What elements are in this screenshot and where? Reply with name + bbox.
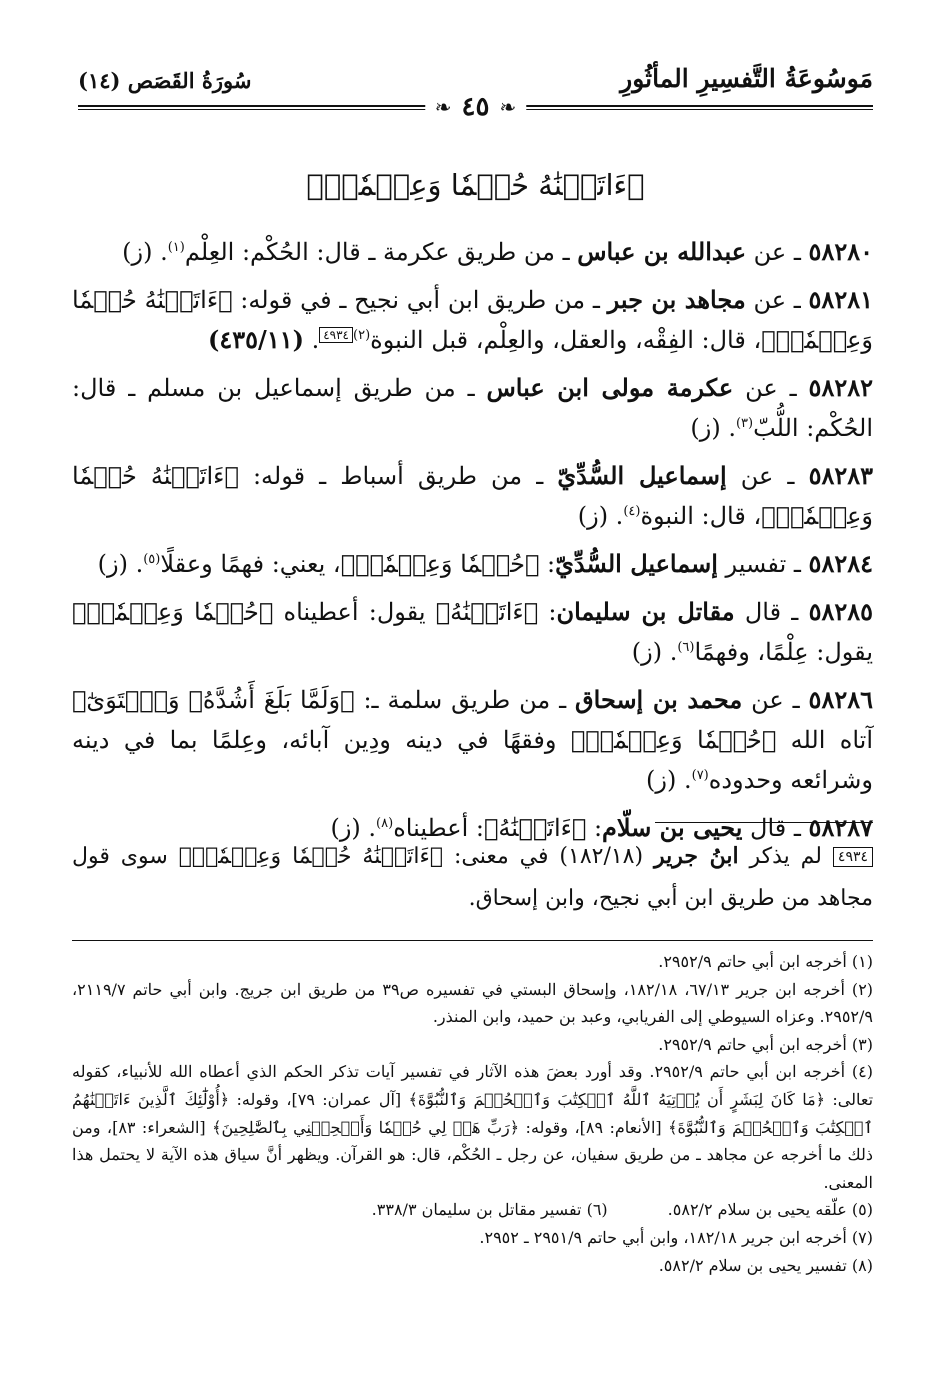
comment-separator [655,822,873,823]
page-header [78,62,873,122]
footnote-ref: (٨) [376,816,394,831]
narration-text: آتاه الله [776,726,873,754]
narration-text: ـ عن [742,686,809,714]
quran-verse: ﴿مَا كَانَ لِبَشَرٍ أَن يُؤۡتِيَهُ ٱللَّهُ ٱلۡكِتَٰبَ وَٱلۡحُكۡمَ وَٱلنُّبُوَّةَ﴾ [408,1089,826,1109]
comment-ref-box: ٤٩٣٤ [319,327,353,343]
footnotes [72,948,873,1279]
narration-text: ـ قال [734,598,809,626]
narration-text: : [538,598,557,626]
footnote: (١) أخرجه ابن أبي حاتم ٢٩٥٢/٩. [658,952,873,971]
narration-number: ٥٨٢٨٦ [808,685,873,714]
narrator-name: مقاتل بن سليمان [556,597,735,626]
narration-text: : [586,814,603,842]
narration-text: : أعطيناه [393,814,484,842]
narration-entry [72,232,873,272]
quran-verse: ﴿ءَاتَيۡنَٰهُ﴾ [435,598,539,626]
footnote-text: (٤) أخرجه ابن أبي حاتم ٢٩٥٢/٩. وقد أورد بعضَ هذه الآثار في تفسير آيات تذكر الحكم الذي أعطاه الله للأنبياء، كقوله تعالى: [72,1062,874,1109]
narration-number: ٥٨٢٨١ [808,285,873,314]
commentary-text: لم يذكر [738,844,833,869]
narration-text: ـ من طريق عكرمة ـ قال: الحُكْم: العِلْم [184,238,578,266]
quran-verse: ﴿رَبِّ هَبۡ لِي حُكۡمٗا وَأَلۡحِقۡنِي بِٱلصَّٰلِحِينَ﴾ [212,1117,520,1137]
narration-text: . [303,326,320,354]
narration-number: ٥٨٢٨٢ [808,373,873,402]
footnote: (٦) تفسير مقاتل بن سليمان ٣٣٨/٣. [371,1200,608,1220]
narration-number: ٥٨٢٨٤ [808,549,873,578]
narration-number: ٥٨٢٨٠ [808,237,873,266]
narration-entry [72,680,873,800]
narration-text: ـ عن [746,238,809,266]
quran-verse: ﴿حُكۡمٗا وَعِلۡمٗاۚ﴾ [340,550,540,578]
narration-text: يقول: عِلْمًا، وفهمًا [694,638,873,666]
narration-text: ، قال: الفِقْه، والعقل، والعِلْم، قبل النبوة [370,326,762,354]
narration-text: ـ من طريق ابن أبي نجيح ـ في قوله: [232,286,608,314]
book-title: مَوسُوعَةُ التَّفسِيرِ المأثُورِ [620,64,873,93]
section-heading: ﴿ءَاتَيۡنَٰهُ حُكۡمٗا وَعِلۡمٗاۚ﴾ [306,168,645,202]
commentator-name: ابنُ جرير [654,843,739,869]
footnote: (٣) أخرجه ابن أبي حاتم ٢٩٥٢/٩. [658,1034,873,1054]
quran-verse: ﴿وَلَمَّا بَلَغَ أَشُدَّهُۥ وَٱسۡتَوَىٰٓ﴾ [72,686,355,714]
narration-entry [72,456,873,536]
narrator-name: محمد بن إسحاق [575,685,743,714]
narration-number: ٥٨٢٨٥ [808,597,874,626]
narration-entry [72,544,873,584]
narrator-name: مجاهد بن جبر [607,285,746,314]
narration-text: . (ز) [330,814,377,842]
narration-text: ـ تفسير [717,550,809,578]
narration-text: ، قال: النبوة [640,502,762,530]
narration-text: . (ز) [646,766,692,794]
footnote-text: [آل عمران: ٧٩]، وقوله: [229,1089,409,1109]
quran-verse: ﴿أُوْلَٰٓئِكَ ٱلَّذِينَ ءَاتَيۡنَٰهُمُ ٱلۡكِتَٰبَ وَٱلۡحُكۡمَ وَٱلنُّبُوَّةَ﴾ [72,1089,874,1137]
footnote-ref: (٦) [677,640,695,655]
ornament-right-icon: ❧ [499,95,517,119]
narration-number: ٥٨٢٨٣ [808,461,874,490]
ornament-left-icon: ❧ [434,95,452,119]
narrator-name: عكرمة مولى ابن عباس [486,373,734,402]
footnote-ref: (٤) [623,504,641,519]
quran-verse: ﴿ءَاتَيۡنَٰهُ حُكۡمٗا وَعِلۡمٗاۚ﴾ [72,286,873,354]
footnote [72,1058,873,1196]
narration-text: : [539,550,556,578]
footnote-ref: (٥) [143,552,161,567]
quran-verse: ﴿ءَاتَيۡنَٰهُ حُكۡمٗا وَعِلۡمٗاۚ﴾ [72,462,873,530]
narration-text: يقول: أعطيناه [273,598,436,626]
footnote-separator [72,940,873,941]
footnote: (٧) أخرجه ابن جرير ١٨٢/١٨، وابن أبي حاتم ٢٩٥١/٩ ـ ٢٩٥٢. [479,1227,873,1247]
narrator-name: إسماعيل السُّدِّيّ [555,549,718,578]
quran-verse: ﴿حُكۡمٗا وَعِلۡمٗاۚ﴾ [570,726,777,754]
narration-entry [72,280,873,360]
narration-entry [72,368,873,448]
narration-text: ـ من طريق إسماعيل بن مسلم ـ قال: الحُكْم: اللُّبّ [72,374,873,442]
surah-name: سُورَةُ القَصَص (١٤) [78,68,252,93]
narration-entry [72,592,873,672]
narration-text: . (ز) [631,638,678,666]
page-number-block [425,92,526,122]
narration-text: . (ز) [690,414,736,442]
comment-number-box: ٤٩٣٤ [833,847,873,867]
narration-text: ـ من طريق سلمة ـ: [354,686,576,714]
footnote-ref: (١) [167,240,185,255]
footnote-text: [الشعراء: ٨٣]، ومن ذلك ما أخرجه عن مجاهد ـ من طريق سفيان، عن رجل ـ الحُكْم، قال: هو القرآن. ويظهر أنَّ سياق هذه الآية لا يحتمل هذا المعنى. [72,1117,873,1192]
commentary-block [72,835,873,920]
narrator-name: إسماعيل السُّدِّيّ [557,461,727,490]
page-number: ٤٥ [461,92,490,122]
narration-text: ـ من طريق أسباط ـ قوله: [238,462,558,490]
quran-verse: ﴿حُكۡمٗا وَعِلۡمٗاۚ﴾ [72,598,274,626]
narration-text: ـ عن [733,374,809,402]
quran-verse: ﴿ءَاتَيۡنَٰهُ حُكۡمٗا وَعِلۡمٗاۚ﴾ [178,844,444,869]
footnote-row [72,1196,873,1224]
narrator-name: يحيى بن سلّام [602,813,743,842]
source-ref: (٤٣٥/١١) [208,325,304,354]
footnote-text: [الأنعام: ٨٩]، وقوله: [519,1117,669,1137]
footnote: (٥) علّقه يحيى بن سلام ٥٨٢/٢. [667,1200,873,1220]
narration-text: ، يعني: فهمًا وعقلًا [160,550,341,578]
narration-text: ـ قال [742,814,809,842]
narration-text: . (ز) [577,502,624,530]
footnote-ref: (٢) [353,328,371,343]
narration-text: وفقهًا في دينه ودِين آبائه، وعِلمًا بما في دينه وشرائعه وحدوده [72,726,873,794]
narration-text: . (ز) [122,238,168,266]
footnote-ref: (٧) [691,768,709,783]
footnote-ref: (٣) [735,416,754,431]
narration-text: ـ عن [745,286,809,314]
footnote: (٨) تفسير يحيى بن سلام ٥٨٢/٢. [658,1255,873,1275]
quran-verse: ﴿ءَاتَيۡنَٰهُ﴾ [483,814,587,842]
commentary-text: سوى قول مجاهد من طريق ابن أبي نجيح، وابن إسحاق. [72,844,873,911]
commentary-text: (١٨٢/١٨) في معنى: [443,844,654,869]
narration-number: ٥٨٢٨٧ [808,813,873,842]
narration-text: ـ عن [726,462,809,490]
narrator-name: عبدالله بن عباس [577,237,747,266]
footnote: (٢) أخرجه ابن جرير ٦٧/١٣، ١٨٢/١٨، وإسحاق البستي في تفسيره ص٣٩ من طريق ابن جريج. وابن أبي حاتم ٢١١٩/٧، ٢٩٥٢/٩. وعزاه السيوطي إلى الفريابي، وعبد بن حميد، وابن المنذر. [72,979,874,1027]
narration-text: . (ز) [97,550,144,578]
narration-list [72,232,873,856]
